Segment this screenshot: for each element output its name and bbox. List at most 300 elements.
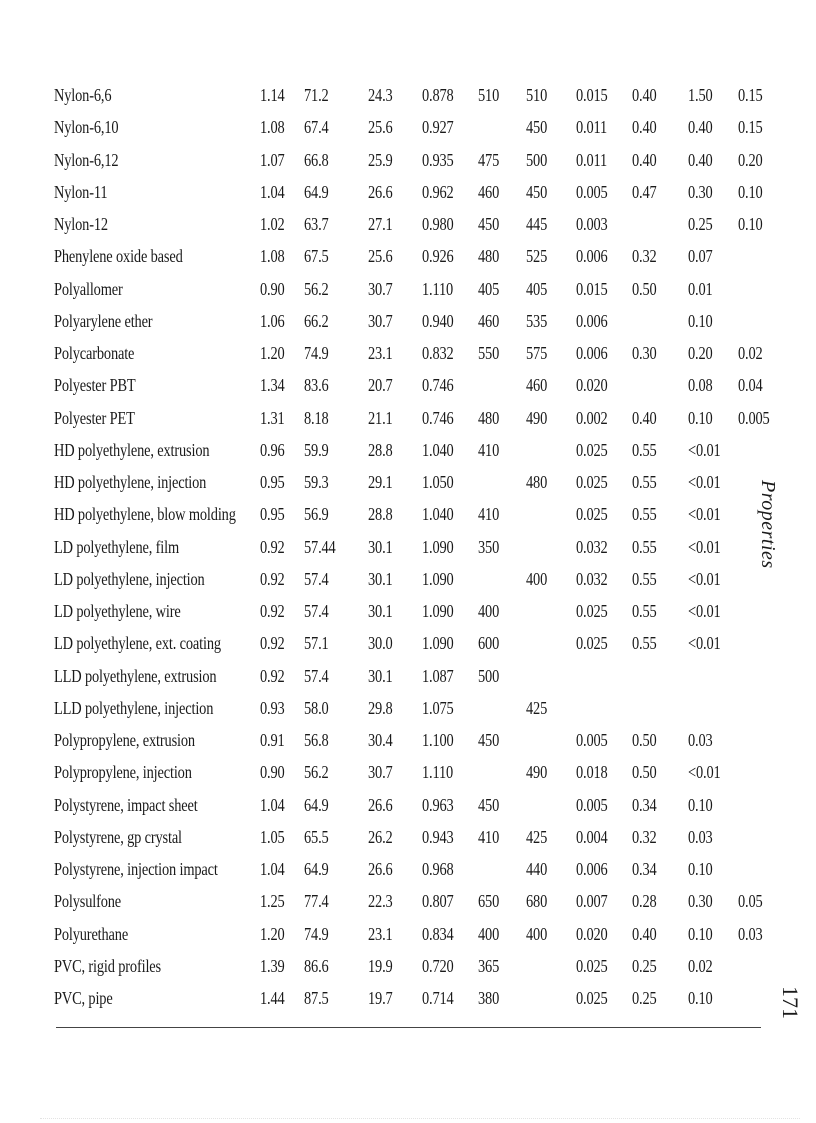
table-cell: 0.025 (576, 439, 608, 460)
table-cell: 24.3 (368, 85, 393, 105)
table-cell: 490 (526, 762, 548, 783)
table-cell: 59.9 (304, 439, 329, 460)
table-cell: 30.1 (368, 536, 393, 557)
material-name: Polysulfone (54, 891, 122, 912)
table-cell: 30.7 (368, 762, 393, 783)
table-cell: 57.4 (304, 568, 329, 589)
table-cell: 57.4 (304, 601, 329, 621)
table-cell: 26.6 (368, 794, 393, 815)
table-cell: 1.050 (422, 472, 454, 492)
table-cell: 74.9 (304, 923, 329, 944)
table-cell: 0.40 (632, 85, 657, 105)
table-cell: 1.040 (422, 439, 454, 460)
table-cell: 28.8 (368, 504, 393, 525)
table-cell: 0.30 (632, 343, 657, 363)
material-name: Polyester PET (54, 407, 135, 428)
table-cell: 480 (478, 407, 500, 428)
table-cell: 440 (526, 859, 548, 879)
material-name: Polystyrene, injection impact (54, 859, 218, 879)
table-cell: 0.032 (576, 568, 608, 589)
table-cell: 1.25 (260, 891, 285, 912)
table-cell: 23.1 (368, 923, 393, 944)
material-name: PVC, rigid profiles (54, 955, 161, 976)
material-name: Polycarbonate (54, 343, 135, 363)
table-cell: 410 (478, 439, 500, 460)
table-cell: 450 (526, 117, 548, 138)
table-cell: 450 (526, 181, 548, 202)
table-cell: 0.40 (632, 149, 657, 170)
table-cell: 1.08 (260, 246, 285, 267)
table-cell: 1.04 (260, 181, 285, 202)
material-name: Polyester PBT (54, 375, 136, 396)
table-cell: 490 (526, 407, 548, 428)
table-cell: 0.50 (632, 278, 657, 299)
table-cell: 71.2 (304, 85, 329, 105)
table-cell: 0.92 (260, 665, 285, 686)
material-name: Nylon-12 (54, 214, 108, 234)
table-cell: 67.5 (304, 246, 329, 267)
table-cell: 525 (526, 246, 548, 267)
table-cell: 0.40 (632, 407, 657, 428)
table-cell: 22.3 (368, 891, 393, 912)
table-cell: 58.0 (304, 697, 329, 718)
table-cell: 0.02 (688, 955, 713, 976)
table-cell: 0.003 (576, 214, 608, 234)
table-cell: 0.005 (576, 794, 608, 815)
table-cell: 0.746 (422, 375, 454, 396)
table-cell: 1.110 (422, 762, 454, 783)
table-cell: 0.020 (576, 375, 608, 396)
table-cell: 65.5 (304, 826, 329, 847)
table-cell: 0.10 (738, 214, 763, 234)
table-cell: 1.075 (422, 697, 454, 718)
table-cell: 0.746 (422, 407, 454, 428)
table-cell: 0.08 (688, 375, 713, 396)
table-cell: 57.4 (304, 665, 329, 686)
table-cell: 0.55 (632, 633, 657, 654)
table-cell: 0.50 (632, 762, 657, 783)
table-cell: 1.04 (260, 859, 285, 879)
table-cell: 0.025 (576, 955, 608, 976)
table-cell: 1.34 (260, 375, 285, 396)
table-cell: 30.7 (368, 278, 393, 299)
table-row (54, 790, 784, 820)
table-cell: 0.878 (422, 85, 454, 105)
table-cell: 0.005 (576, 181, 608, 202)
table-cell: 0.34 (632, 859, 657, 879)
table-cell: 64.9 (304, 181, 329, 202)
material-name: HD polyethylene, blow molding (54, 504, 236, 525)
table-cell: 1.087 (422, 665, 454, 686)
table-cell: 0.926 (422, 246, 454, 267)
table-cell: <0.01 (688, 762, 721, 783)
table-cell: 30.7 (368, 310, 393, 331)
table-row (54, 80, 784, 110)
table-row (54, 886, 784, 916)
table-cell: 450 (478, 794, 500, 815)
table-cell: <0.01 (688, 439, 721, 460)
material-name: LD polyethylene, wire (54, 601, 181, 621)
table-row (54, 564, 784, 594)
table-cell: 67.4 (304, 117, 329, 138)
table-cell: 0.940 (422, 310, 454, 331)
material-name: Polyallomer (54, 278, 123, 299)
table-cell: 74.9 (304, 343, 329, 363)
table-row (54, 951, 784, 981)
table-cell: 0.10 (688, 923, 713, 944)
table-cell: 400 (478, 923, 500, 944)
table-cell: 77.4 (304, 891, 329, 912)
table-cell: 0.05 (738, 891, 763, 912)
table-row (54, 628, 784, 658)
table-cell: 0.02 (738, 343, 763, 363)
page-edge-line (40, 1118, 800, 1119)
table-cell: 66.8 (304, 149, 329, 170)
table-row (54, 661, 784, 691)
table-cell: 21.1 (368, 407, 393, 428)
table-cell: 0.92 (260, 601, 285, 621)
table-cell: 0.10 (688, 794, 713, 815)
table-cell: 30.1 (368, 568, 393, 589)
table-cell: 0.018 (576, 762, 608, 783)
table-row (54, 919, 784, 949)
table-cell: 25.9 (368, 149, 393, 170)
material-name: Nylon-6,10 (54, 117, 119, 138)
material-name: LLD polyethylene, injection (54, 697, 214, 718)
table-cell: 0.025 (576, 472, 608, 492)
table-cell: 0.011 (576, 117, 608, 138)
table-cell: 460 (526, 375, 548, 396)
material-name: Polypropylene, extrusion (54, 730, 195, 750)
table-row (54, 112, 784, 142)
table-row (54, 467, 784, 497)
table-cell: 350 (478, 536, 500, 557)
table-cell: <0.01 (688, 472, 721, 492)
table-cell: 0.025 (576, 988, 608, 1008)
table-row (54, 177, 784, 207)
table-row (54, 499, 784, 529)
table-cell: <0.01 (688, 536, 721, 557)
table-cell: 0.720 (422, 955, 454, 976)
page-number: 171 (778, 986, 803, 1019)
table-cell: 500 (478, 665, 500, 686)
table-cell: 1.50 (688, 85, 713, 105)
table-cell: 25.6 (368, 117, 393, 138)
table-cell: 550 (478, 343, 500, 363)
table-cell: 1.14 (260, 85, 285, 105)
table-cell: 0.10 (688, 407, 713, 428)
table-cell: 20.7 (368, 375, 393, 396)
table-cell: 19.7 (368, 988, 393, 1008)
table-cell: 83.6 (304, 375, 329, 396)
table-cell: 0.032 (576, 536, 608, 557)
table-cell: 0.55 (632, 504, 657, 525)
table-row (54, 306, 784, 336)
table-cell: 0.01 (688, 278, 713, 299)
table-row (54, 983, 784, 1013)
table-row (54, 209, 784, 239)
table-cell: 56.9 (304, 504, 329, 525)
table-cell: 0.50 (632, 730, 657, 750)
table-cell: 1.31 (260, 407, 285, 428)
table-cell: 0.006 (576, 343, 608, 363)
table-cell: 0.30 (688, 181, 713, 202)
table-cell: 56.2 (304, 278, 329, 299)
table-cell: 1.110 (422, 278, 454, 299)
table-row (54, 854, 784, 884)
table-cell: 1.02 (260, 214, 285, 234)
material-name: PVC, pipe (54, 988, 113, 1008)
table-cell: 64.9 (304, 859, 329, 879)
table-cell: 0.55 (632, 601, 657, 621)
table-cell: 1.100 (422, 730, 454, 750)
table-cell: 0.55 (632, 472, 657, 492)
table-cell: 535 (526, 310, 548, 331)
table-cell: 0.32 (632, 246, 657, 267)
table-cell: 1.05 (260, 826, 285, 847)
table-cell: 0.832 (422, 343, 454, 363)
table-cell: 510 (478, 85, 500, 105)
table-cell: 1.07 (260, 149, 285, 170)
table-cell: 27.1 (368, 214, 393, 234)
table-row (54, 435, 784, 465)
table-cell: 405 (526, 278, 548, 299)
table-cell: 0.10 (688, 859, 713, 879)
table-cell: 1.39 (260, 955, 285, 976)
side-heading: Properties (757, 480, 779, 569)
table-cell: 600 (478, 633, 500, 654)
material-name: Polyarylene ether (54, 310, 153, 331)
material-name: HD polyethylene, injection (54, 472, 207, 492)
table-row (54, 403, 784, 433)
table-cell: 0.03 (688, 730, 713, 750)
table-cell: <0.01 (688, 601, 721, 621)
table-cell: 0.15 (738, 117, 763, 138)
table-cell: 1.20 (260, 923, 285, 944)
table-row (54, 145, 784, 175)
table-cell: 1.090 (422, 568, 454, 589)
table-cell: <0.01 (688, 504, 721, 525)
table-cell: 0.34 (632, 794, 657, 815)
table-cell: 460 (478, 181, 500, 202)
table-cell: 0.025 (576, 504, 608, 525)
table-cell: 650 (478, 891, 500, 912)
table-cell: 0.40 (632, 117, 657, 138)
table-cell: 0.92 (260, 568, 285, 589)
table-cell: 480 (526, 472, 548, 492)
table-cell: 0.834 (422, 923, 454, 944)
table-cell: 380 (478, 988, 500, 1008)
material-name: Polypropylene, injection (54, 762, 192, 783)
material-name: HD polyethylene, extrusion (54, 439, 210, 460)
table-cell: 63.7 (304, 214, 329, 234)
table-cell: 0.935 (422, 149, 454, 170)
table-cell: 56.8 (304, 730, 329, 750)
table-cell: 500 (526, 149, 548, 170)
table-cell: 0.006 (576, 859, 608, 879)
table-cell: 0.927 (422, 117, 454, 138)
table-cell: 0.015 (576, 85, 608, 105)
table-cell: 0.55 (632, 568, 657, 589)
table-cell: 59.3 (304, 472, 329, 492)
table-cell: 0.30 (688, 891, 713, 912)
table-cell: 1.06 (260, 310, 285, 331)
table-cell: 0.47 (632, 181, 657, 202)
table-cell: 0.25 (632, 988, 657, 1008)
table-cell: 87.5 (304, 988, 329, 1008)
table-cell: 0.807 (422, 891, 454, 912)
table-cell: 1.08 (260, 117, 285, 138)
table-cell: 0.10 (688, 988, 713, 1008)
table-cell: 460 (478, 310, 500, 331)
table-cell: 30.1 (368, 665, 393, 686)
table-cell: 0.55 (632, 536, 657, 557)
table-row (54, 241, 784, 271)
table-cell: 0.005 (576, 730, 608, 750)
table-cell: 0.03 (738, 923, 763, 944)
bottom-rule (56, 1027, 761, 1028)
table-row (54, 532, 784, 562)
table-cell: 0.963 (422, 794, 454, 815)
material-name: Nylon-11 (54, 181, 108, 202)
table-cell: 0.10 (688, 310, 713, 331)
table-cell: 0.980 (422, 214, 454, 234)
table-cell: 1.20 (260, 343, 285, 363)
table-cell: 510 (526, 85, 548, 105)
table-cell: 0.40 (688, 117, 713, 138)
table-cell: 0.011 (576, 149, 608, 170)
table-cell: 410 (478, 504, 500, 525)
table-row (54, 822, 784, 852)
table-cell: 1.090 (422, 633, 454, 654)
table-cell: 0.006 (576, 310, 608, 331)
table-cell: 0.15 (738, 85, 763, 105)
table-cell: 0.007 (576, 891, 608, 912)
table-cell: 400 (526, 923, 548, 944)
table-cell: 450 (478, 730, 500, 750)
material-name: Phenylene oxide based (54, 246, 183, 267)
table-cell: 0.004 (576, 826, 608, 847)
table-cell: 29.8 (368, 697, 393, 718)
table-cell: 0.020 (576, 923, 608, 944)
table-cell: 0.03 (688, 826, 713, 847)
table-cell: 30.0 (368, 633, 393, 654)
table-row (54, 693, 784, 723)
table-cell: 0.005 (738, 407, 770, 428)
table-cell: <0.01 (688, 633, 721, 654)
material-name: Polystyrene, impact sheet (54, 794, 198, 815)
table-cell: 480 (478, 246, 500, 267)
table-cell: 0.015 (576, 278, 608, 299)
table-cell: 450 (478, 214, 500, 234)
material-name: Polyurethane (54, 923, 129, 944)
table-row (54, 370, 784, 400)
table-cell: 26.6 (368, 859, 393, 879)
table-row (54, 757, 784, 787)
table-cell: 0.95 (260, 472, 285, 492)
table-cell: 0.07 (688, 246, 713, 267)
table-cell: 56.2 (304, 762, 329, 783)
table-cell: 405 (478, 278, 500, 299)
material-name: LD polyethylene, film (54, 536, 180, 557)
table-cell: 0.20 (688, 343, 713, 363)
material-name: LLD polyethylene, extrusion (54, 665, 217, 686)
table-cell: 0.25 (632, 955, 657, 976)
table-cell: 1.04 (260, 794, 285, 815)
table-cell: 0.968 (422, 859, 454, 879)
table-cell: 400 (526, 568, 548, 589)
table-cell: 1.040 (422, 504, 454, 525)
table-cell: 0.714 (422, 988, 454, 1008)
table-cell: 0.04 (738, 375, 763, 396)
table-cell: 0.91 (260, 730, 285, 750)
table-cell: 0.962 (422, 181, 454, 202)
table-cell: 0.32 (632, 826, 657, 847)
table-cell: 365 (478, 955, 500, 976)
table-cell: 0.20 (738, 149, 763, 170)
table-cell: 8.18 (304, 407, 329, 428)
table-cell: 0.93 (260, 697, 285, 718)
table-cell: 86.6 (304, 955, 329, 976)
table-cell: 0.10 (738, 181, 763, 202)
material-name: Polystyrene, gp crystal (54, 826, 182, 847)
table-cell: 0.96 (260, 439, 285, 460)
table-cell: 28.8 (368, 439, 393, 460)
table-cell: <0.01 (688, 568, 721, 589)
table-cell: 26.2 (368, 826, 393, 847)
table-cell: 0.025 (576, 601, 608, 621)
table-cell: 19.9 (368, 955, 393, 976)
table-cell: 445 (526, 214, 548, 234)
table-cell: 0.90 (260, 278, 285, 299)
table-cell: 410 (478, 826, 500, 847)
table-cell: 1.44 (260, 988, 285, 1008)
table-cell: 0.002 (576, 407, 608, 428)
table-cell: 475 (478, 149, 500, 170)
table-cell: 25.6 (368, 246, 393, 267)
table-cell: 1.090 (422, 601, 454, 621)
table-cell: 66.2 (304, 310, 329, 331)
table-cell: 0.943 (422, 826, 454, 847)
table-row (54, 596, 784, 626)
table-cell: 0.025 (576, 633, 608, 654)
table-cell: 29.1 (368, 472, 393, 492)
table-row (54, 725, 784, 755)
table-cell: 1.090 (422, 536, 454, 557)
table-cell: 575 (526, 343, 548, 363)
table-cell: 0.25 (688, 214, 713, 234)
table-cell: 680 (526, 891, 548, 912)
material-name: Nylon-6,12 (54, 149, 119, 170)
table-cell: 0.28 (632, 891, 657, 912)
table-cell: 400 (478, 601, 500, 621)
table-cell: 0.92 (260, 536, 285, 557)
table-cell: 0.55 (632, 439, 657, 460)
table-cell: 26.6 (368, 181, 393, 202)
table-row (54, 338, 784, 368)
material-name: LD polyethylene, injection (54, 568, 205, 589)
table-cell: 0.90 (260, 762, 285, 783)
table-cell: 30.4 (368, 730, 393, 750)
table-cell: 0.40 (632, 923, 657, 944)
table-cell: 23.1 (368, 343, 393, 363)
table-cell: 0.006 (576, 246, 608, 267)
table-row (54, 274, 784, 304)
table-cell: 30.1 (368, 601, 393, 621)
table-cell: 57.1 (304, 633, 329, 654)
material-name: LD polyethylene, ext. coating (54, 633, 221, 654)
table-cell: 425 (526, 697, 548, 718)
